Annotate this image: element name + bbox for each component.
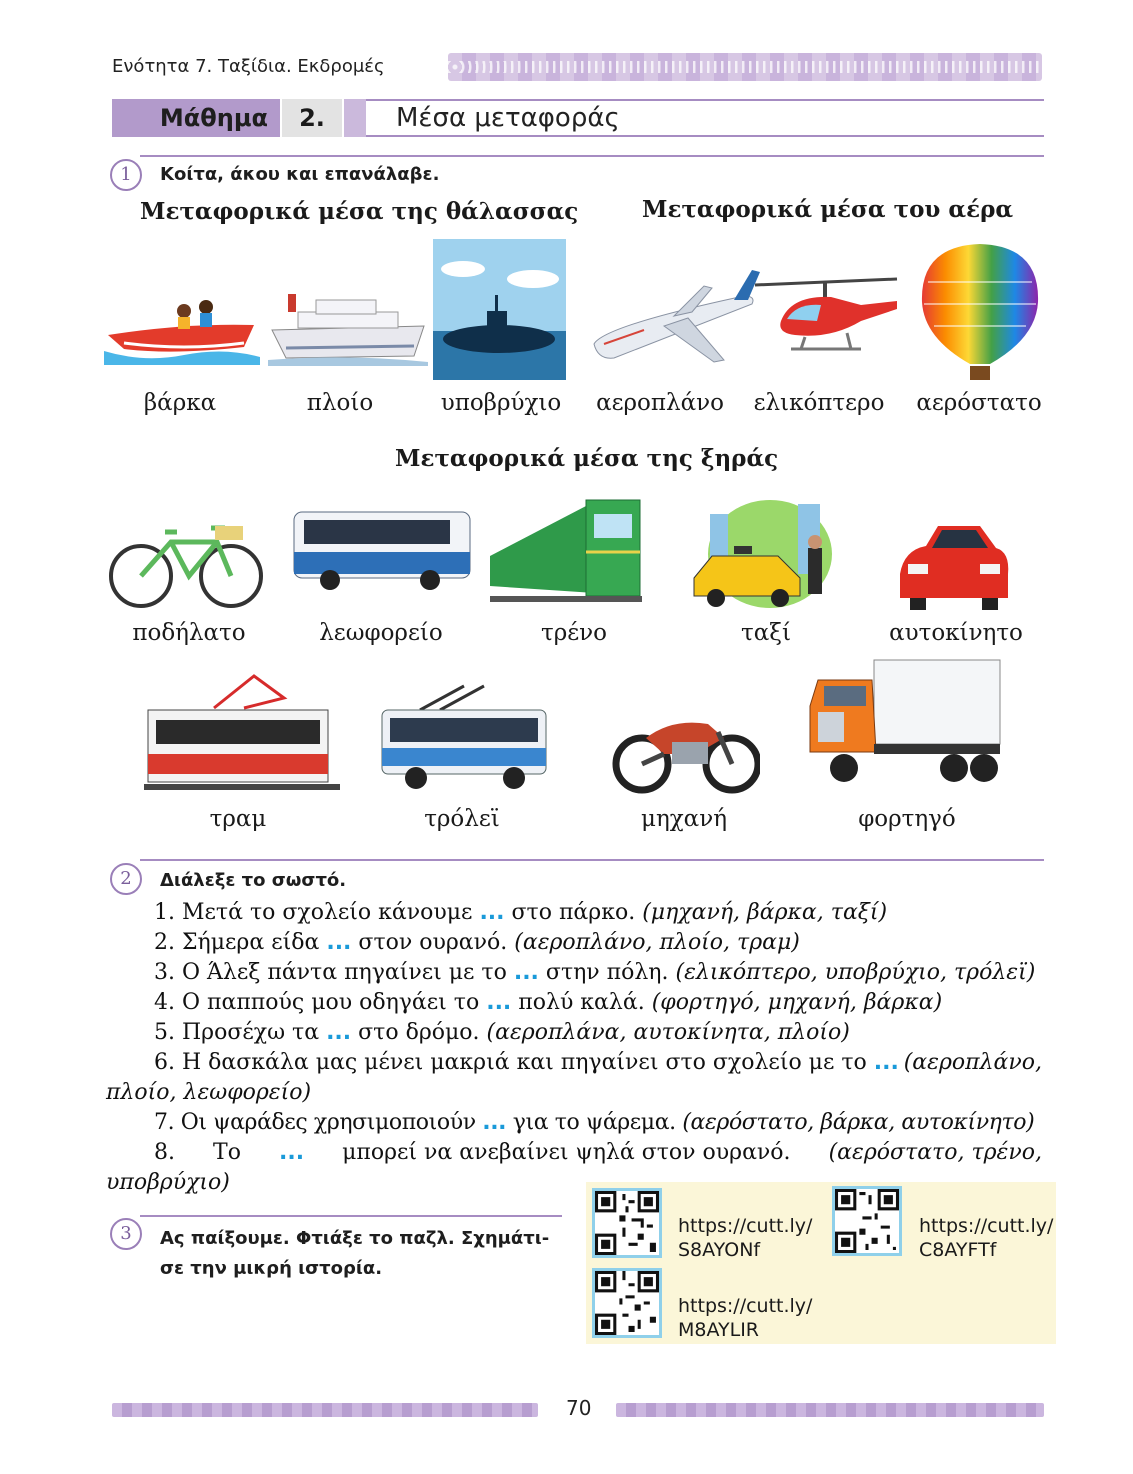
blank-marker: ... bbox=[326, 930, 352, 955]
lesson-title: Μέσα μεταφοράς bbox=[396, 103, 620, 133]
caption-bus: λεωφορείο bbox=[319, 620, 443, 646]
lesson-label: Μάθημα bbox=[112, 99, 280, 137]
exercise-number-2: 2 bbox=[110, 863, 142, 895]
qr-code-2[interactable] bbox=[832, 1186, 902, 1256]
blank-marker: ... bbox=[873, 1050, 899, 1075]
exercise-number-1: 1 bbox=[110, 159, 142, 191]
lesson-number: 2. bbox=[282, 99, 342, 137]
caption-airplane: αεροπλάνο bbox=[596, 390, 724, 416]
caption-taxi: ταξί bbox=[741, 620, 791, 646]
caption-trolleybus: τρόλεϊ bbox=[424, 806, 500, 832]
car-image bbox=[896, 518, 1012, 610]
sentence-3: 3. Ο Άλεξ πάντα πηγαίνει με το ... στην πόλη. (ελικόπτερο, υποβρύχιο, τρόλεϊ) bbox=[154, 960, 1036, 985]
exercise-2-instruction: Διάλεξε το σωστό. bbox=[160, 870, 347, 891]
sentence-8: 8. Το ... μπορεί να ανεβαίνει ψηλά στον ουρανό. (αερόστατο, τρένο, bbox=[154, 1140, 1042, 1165]
motorcycle-image bbox=[612, 688, 760, 798]
caption-tram: τραμ bbox=[209, 806, 267, 832]
caption-ship: πλοίο bbox=[306, 390, 374, 416]
exercise-3-instruction: Ας παίξουμε. Φτιάξε το παζλ. Σχημάτι- σε την μικρή ιστορία. bbox=[160, 1228, 550, 1279]
sentence-5: 5. Προσέχω τα ... στο δρόμο. (αεροπλάνα, αυτοκίνητα, πλοίο) bbox=[154, 1020, 850, 1045]
decorative-wave-band bbox=[448, 53, 1042, 81]
truck-image bbox=[804, 656, 1004, 798]
airplane-image bbox=[584, 266, 760, 372]
blank-marker: ... bbox=[486, 990, 512, 1015]
air-heading: Μεταφορικά μέσα του αέρα bbox=[642, 196, 1014, 223]
sentence-7: 7. Οι ψαράδες χρησιμοποιούν ... για το ψάρεμα. (αερόστατο, βάρκα, αυτοκίνητο) bbox=[154, 1110, 1035, 1135]
caption-train: τρένο bbox=[541, 620, 607, 646]
exercise-1-instruction: Κοίτα, άκου και επανάλαβε. bbox=[160, 164, 440, 185]
caption-submarine: υποβρύχιο bbox=[440, 390, 562, 416]
sentence-6: 6. Η δασκάλα μας μένει μακριά και πηγαίνει στο σχολείο με το ... (αεροπλάνο, bbox=[154, 1050, 1042, 1075]
blank-marker: ... bbox=[482, 1110, 507, 1135]
exercise-number-3: 3 bbox=[110, 1218, 142, 1250]
sentence-6-continued: πλοίο, λεωφορείο) bbox=[106, 1080, 312, 1105]
tram-image bbox=[144, 668, 340, 798]
caption-truck: φορτηγό bbox=[858, 806, 956, 832]
caption-bicycle: ποδήλατο bbox=[132, 620, 246, 646]
footer-wave-left bbox=[112, 1403, 538, 1417]
caption-helicopter: ελικόπτερο bbox=[753, 390, 885, 416]
blank-marker: ... bbox=[278, 1140, 305, 1165]
caption-boat: βάρκα bbox=[143, 390, 217, 416]
qr-code-3[interactable] bbox=[592, 1268, 662, 1338]
qr-link-2[interactable]: https://cutt.ly/ C8AYFTf bbox=[919, 1215, 1054, 1261]
caption-car: αυτοκίνητο bbox=[889, 620, 1023, 646]
sentence-8-continued: υποβρύχιο) bbox=[106, 1170, 230, 1195]
blank-marker: ... bbox=[479, 900, 505, 925]
bus-image bbox=[290, 506, 474, 590]
lesson-bar bbox=[112, 99, 1044, 137]
bicycle-image bbox=[107, 506, 265, 610]
sea-heading: Μεταφορικά μέσα της θάλασσας bbox=[140, 198, 579, 225]
qr-link-3[interactable]: https://cutt.ly/ M8AYLIR bbox=[678, 1295, 813, 1341]
qr-code-1[interactable] bbox=[592, 1188, 662, 1258]
sentence-4: 4. Ο παππούς μου οδηγάει το ... πολύ καλά. (φορτηγό, μηχανή, βάρκα) bbox=[154, 990, 943, 1015]
blank-marker: ... bbox=[513, 960, 539, 985]
train-image bbox=[490, 486, 642, 610]
land-heading: Μεταφορικά μέσα της ξηράς bbox=[395, 445, 779, 472]
page-number: 70 bbox=[566, 1396, 592, 1420]
unit-title: Ενότητα 7. Ταξίδια. Εκδρομές bbox=[112, 56, 385, 77]
helicopter-image bbox=[751, 275, 901, 361]
taxi-image bbox=[690, 484, 836, 610]
submarine-image bbox=[433, 239, 566, 380]
qr-link-1[interactable]: https://cutt.ly/ S8AYONf bbox=[678, 1215, 813, 1261]
sentence-2: 2. Σήμερα είδα ... στον ουρανό. (αεροπλάνο, πλοίο, τραμ) bbox=[154, 930, 800, 955]
hot-air-balloon-image bbox=[918, 242, 1042, 386]
cruise-ship-image bbox=[268, 290, 428, 366]
footer-wave-right bbox=[616, 1403, 1044, 1417]
caption-hot-air-balloon: αερόστατο bbox=[916, 390, 1042, 416]
trolleybus-image bbox=[380, 684, 548, 792]
speedboat-image bbox=[104, 285, 260, 365]
caption-motorcycle: μηχανή bbox=[641, 806, 727, 832]
blank-marker: ... bbox=[326, 1020, 352, 1045]
qr-links-box bbox=[586, 1182, 1056, 1344]
sentence-1: 1. Μετά το σχολείο κάνουμε ... στο πάρκο. (μηχανή, βάρκα, ταξί) bbox=[154, 900, 888, 925]
